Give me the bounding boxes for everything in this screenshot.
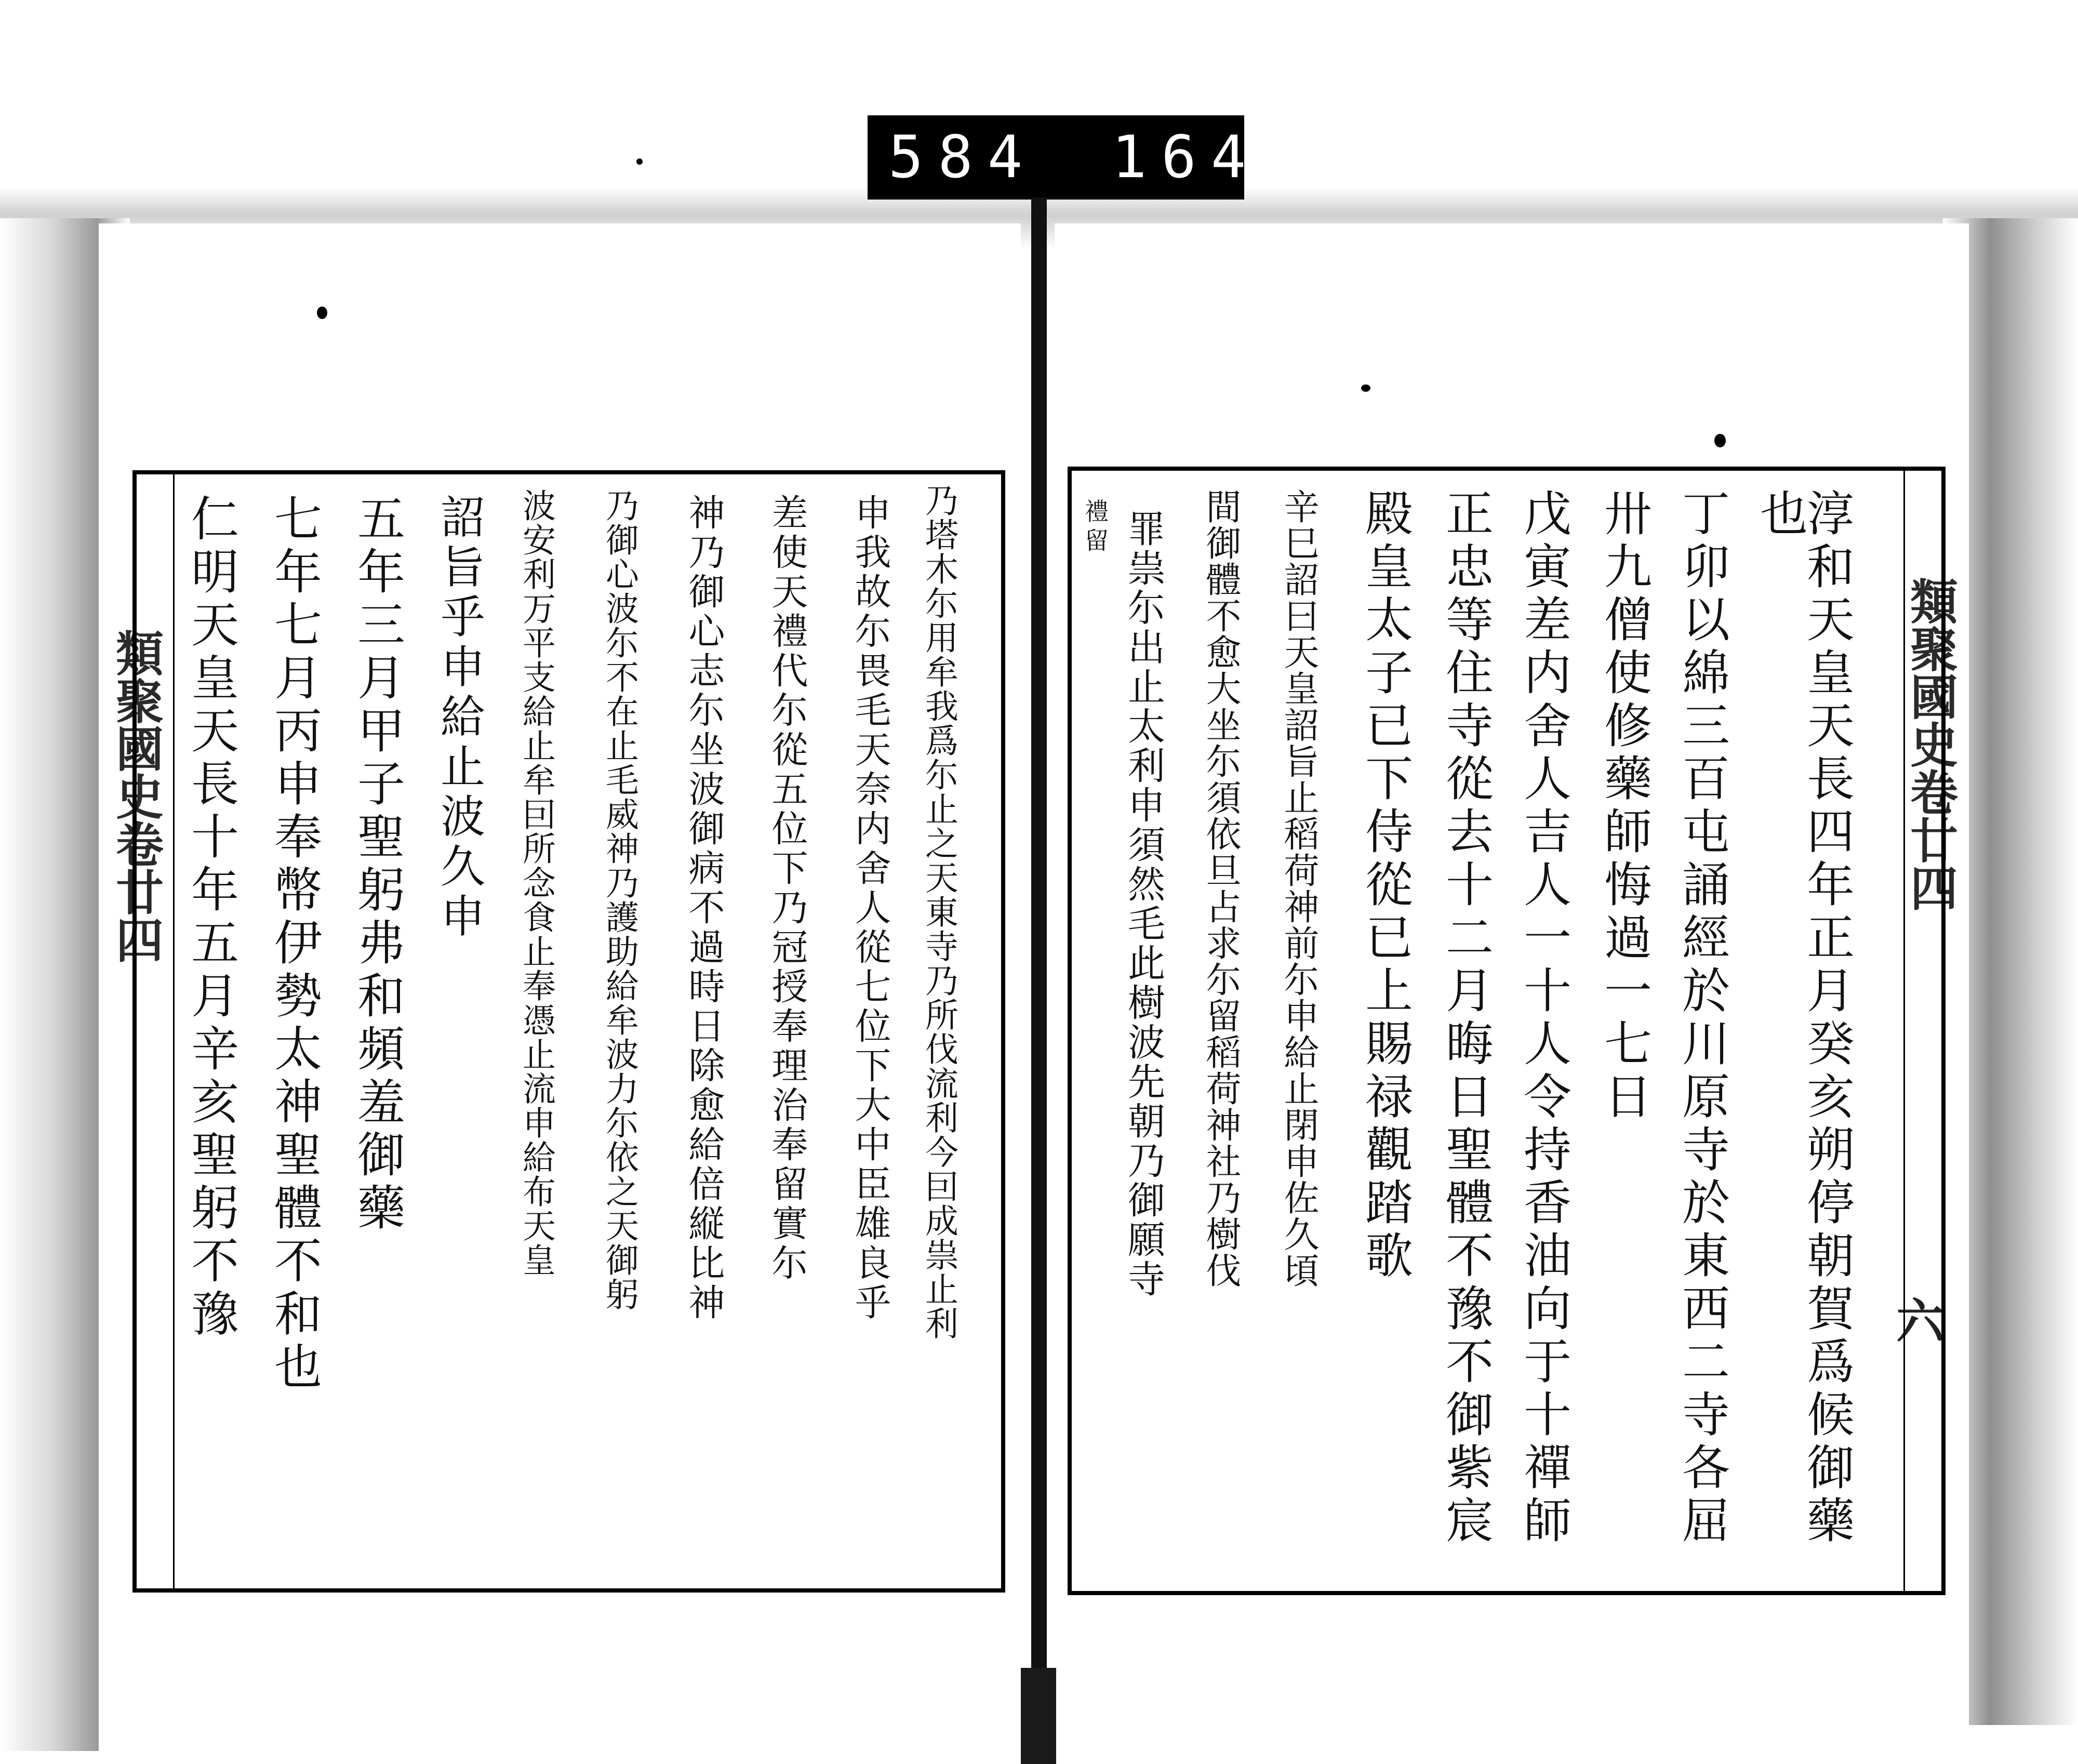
scan-speck [1361, 384, 1370, 392]
left-margin-title: 類聚國史卷廿四 [108, 629, 164, 963]
right-folio: 六 [1896, 1293, 1944, 1349]
scan-speck [1714, 434, 1726, 447]
spine-shadow [1021, 1668, 1056, 1764]
right-col-2: 也 [1752, 488, 1808, 541]
left-col-5: 乃御心波尓不在止毛威神乃護助給牟波力尓依之天御躬 [600, 488, 638, 1311]
left-col-9: 七年七月丙申奉幣伊勢太神聖體不和也 [267, 494, 322, 1395]
left-col-1: 乃塔木尓用牟我爲尓止之天東寺乃所伐流利今囙成祟止利 [920, 483, 958, 1341]
right-col-7: 殿皇太子已下侍從已上賜禄觀踏歌 [1357, 488, 1413, 1283]
left-col-8: 五年三月甲子聖躬弗和頻羞御藥 [350, 494, 405, 1236]
left-col-2: 申我故尓畏毛天奈内舍人從七位下大中臣雄良乎 [849, 494, 891, 1323]
microfilm-label [868, 115, 1310, 200]
left-col-6: 波安利万平支給止牟囙所念食止奉憑止流申給布天皇 [517, 488, 555, 1277]
right-col-6: 正忠等住寺從去十二月晦日聖體不豫不御紫宸 [1438, 488, 1494, 1548]
right-col-4: 卅九僧使修藥師悔過一七日 [1596, 488, 1652, 1124]
left-col-10: 仁明天皇天長十年五月辛亥聖躬不豫 [183, 494, 239, 1342]
right-margin-title: 類聚國史卷廿四 [1902, 577, 1959, 911]
right-col-3: 丁卯以綿三百屯誦經於川原寺於東西二寺各屈 [1674, 488, 1730, 1548]
right-col-11: 禮留 [1081, 499, 1109, 557]
left-col-3: 差使天禮代尓從五位下乃冠授奉理治奉留實尓 [766, 494, 808, 1283]
left-col-7: 詔旨乎申給止波久申 [433, 494, 485, 943]
left-col-4: 神乃御心志尓坐波御病不過時日除愈給倍縦比神 [683, 494, 725, 1323]
book-spine [1031, 197, 1047, 1764]
label-left-number: 584 [888, 124, 1037, 191]
right-col-5: 戊寅差内舍人吉人一十人令持香油向于十禪師 [1516, 488, 1571, 1548]
scan-speck [636, 158, 643, 165]
label-right-number: 164. [1112, 124, 1310, 191]
right-col-8: 辛巳詔曰天皇詔旨止稻荷神前尓申給止閉申佐久頃 [1278, 488, 1319, 1289]
right-col-10: 罪祟尓出止太利申須然毛此樹波先朝乃御願寺 [1122, 509, 1165, 1299]
right-col-9: 間御體不愈大坐尓須依旦占求尓留稻荷神社乃樹伐 [1200, 488, 1241, 1289]
scan-speck [317, 307, 327, 319]
right-col-1: 淳和天皇天長四年正月癸亥朔停朝賀爲候御藥 [1799, 488, 1855, 1548]
